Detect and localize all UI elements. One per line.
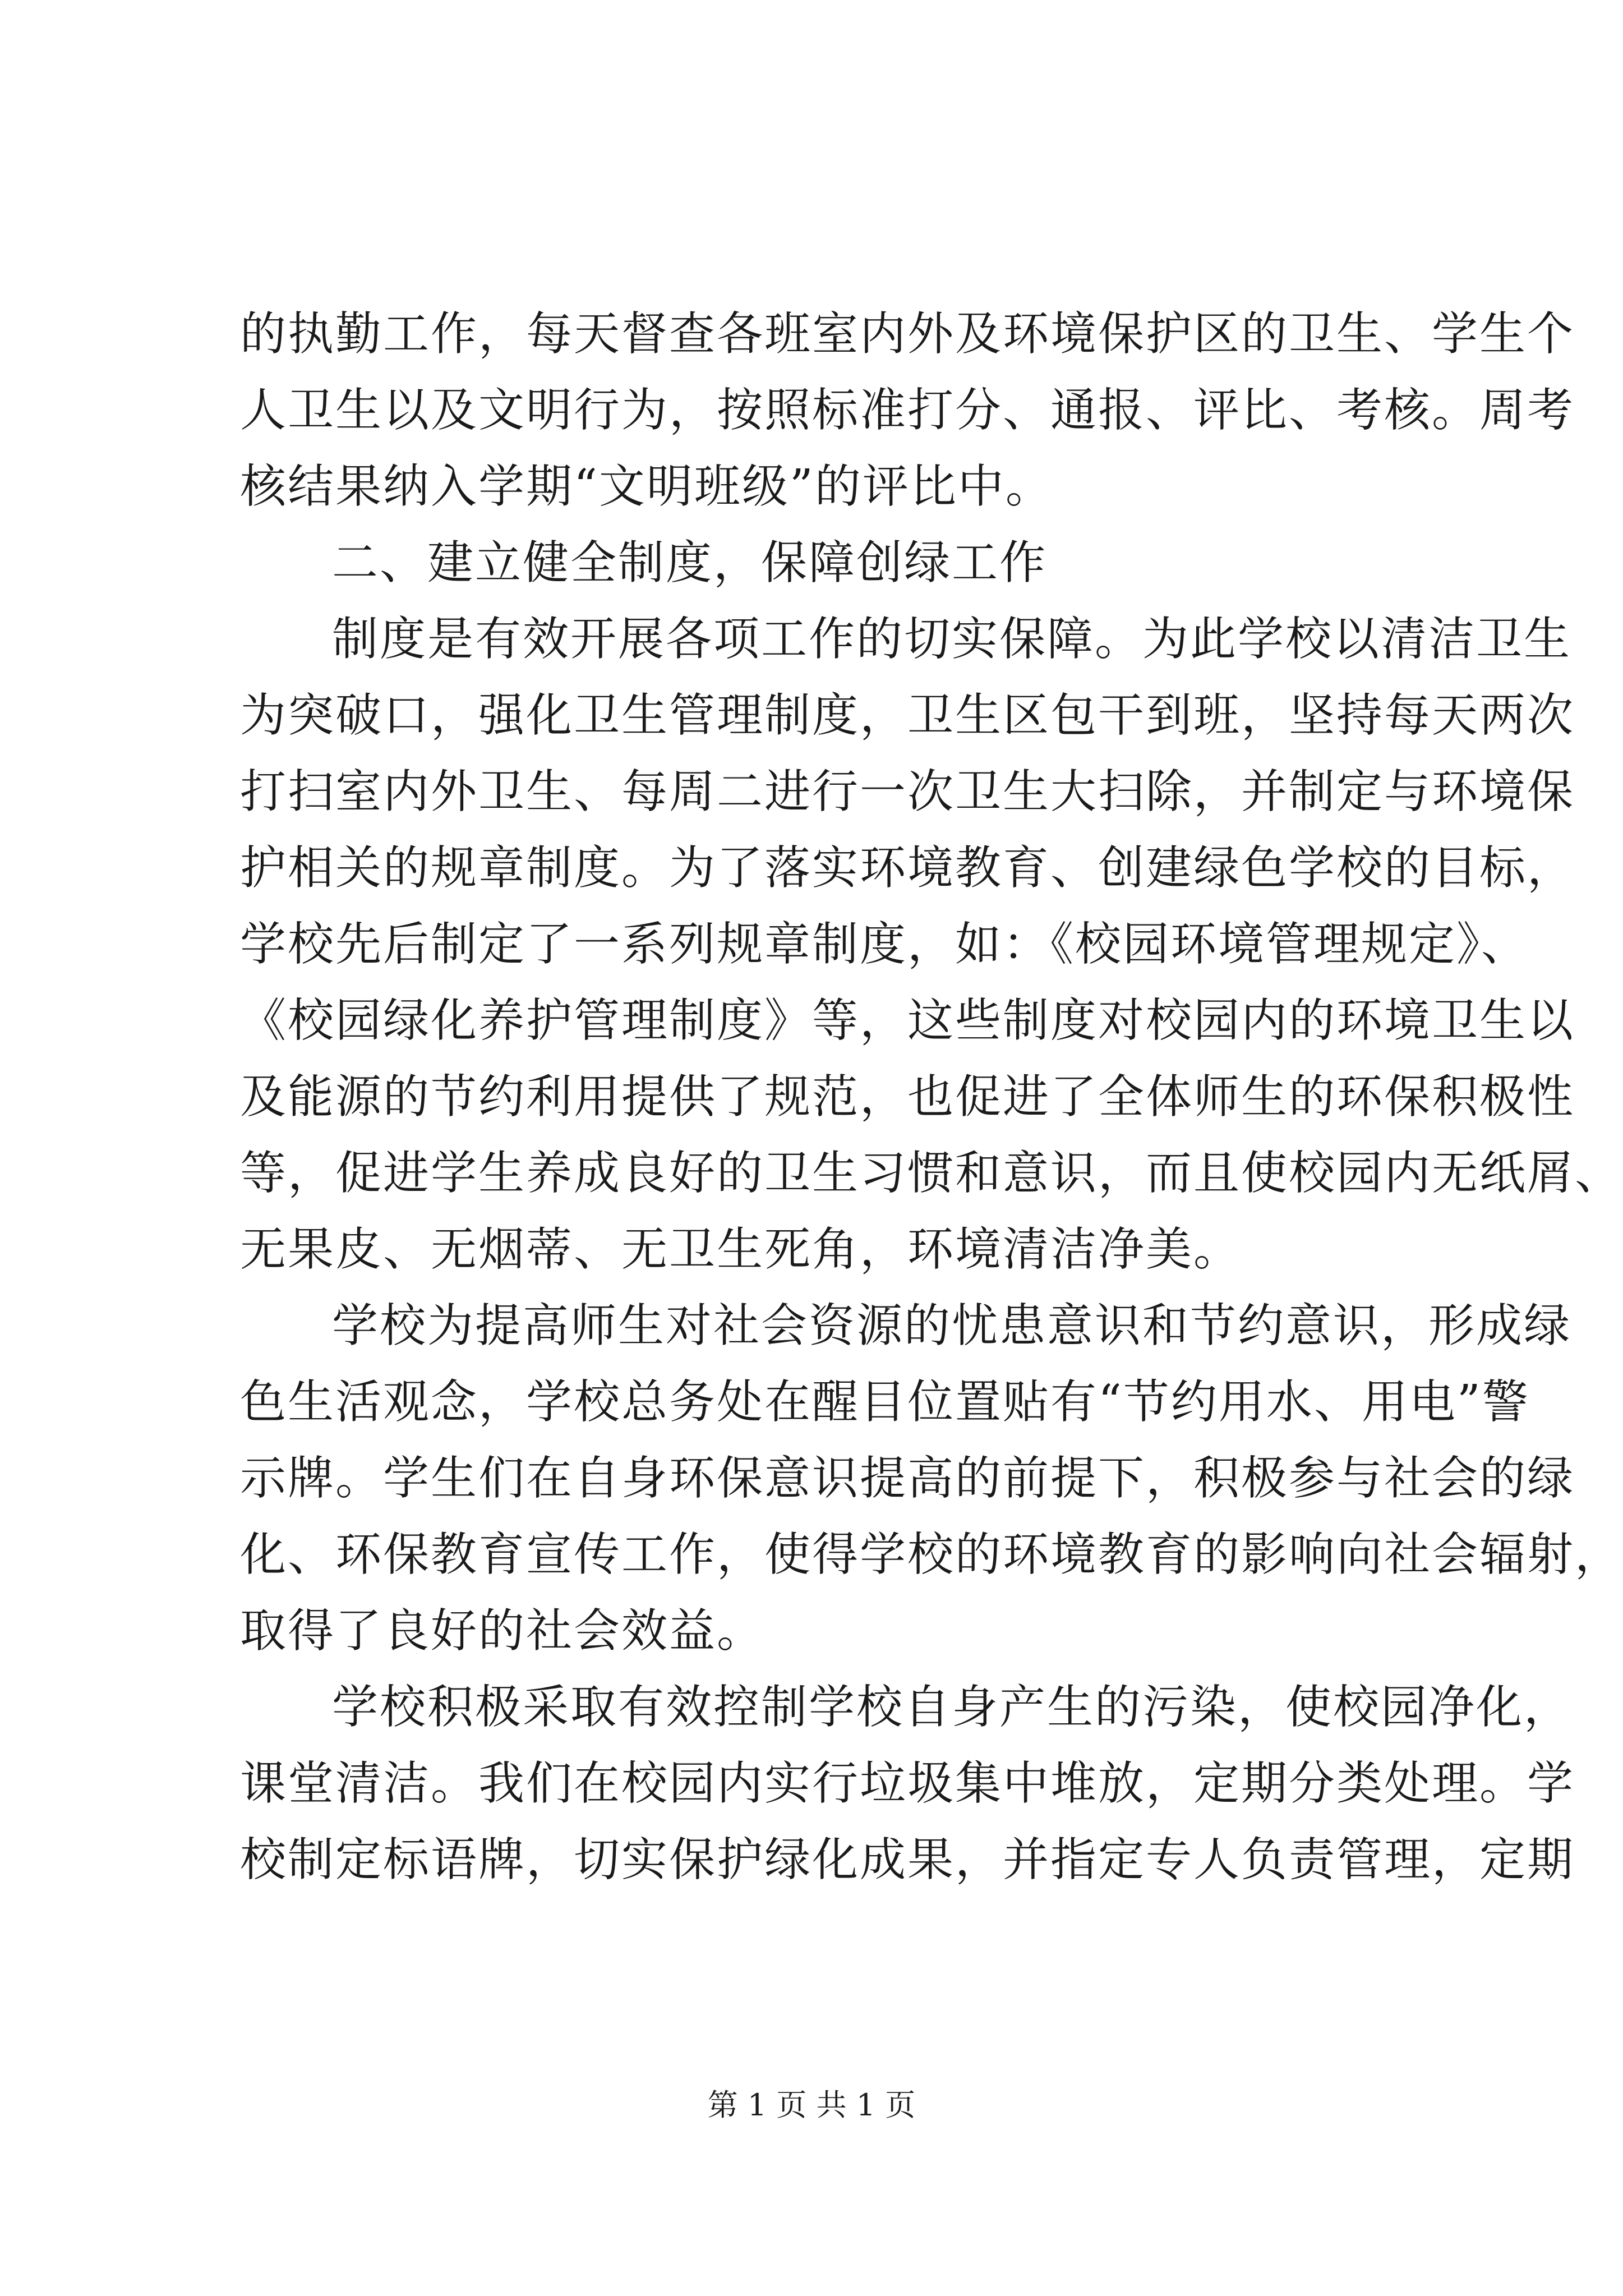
text-line: 课堂清洁。我们在校园内实行垃圾集中堆放，定期分类处理。学 xyxy=(240,1757,1575,1810)
text-line: 制度是有效开展各项工作的切实保障。为此学校以清洁卫生 xyxy=(332,613,1572,666)
text-line: 示牌。学生们在自身环保意识提高的前提下，积极参与社会的绿 xyxy=(240,1452,1575,1505)
section-heading: 二、建立健全制度，保障创绿工作 xyxy=(332,536,1048,590)
text-line: 的执勤工作，每天督查各班室内外及环境保护区的卫生、学生个 xyxy=(240,307,1575,361)
text-line: 学校积极采取有效控制学校自身产生的污染，使校园净化， xyxy=(332,1681,1572,1734)
text-line: 化、环保教育宣传工作，使得学校的环境教育的影响向社会辐射， xyxy=(240,1528,1623,1581)
text-line: 核结果纳入学期“文明班级”的评比中。 xyxy=(240,460,1053,513)
text-line: 为突破口，强化卫生管理制度，卫生区包干到班，坚持每天两次 xyxy=(240,689,1575,742)
text-line: 取得了良好的社会效益。 xyxy=(240,1604,765,1658)
page-number-footer: 第 1 页 共 1 页 xyxy=(707,2087,916,2123)
text-line: 学校为提高师生对社会资源的忧患意识和节约意识，形成绿 xyxy=(332,1299,1572,1352)
text-line: 无果皮、无烟蒂、无卫生死角，环境清洁净美。 xyxy=(240,1223,1242,1276)
document-body xyxy=(240,296,1623,1898)
text-line: 及能源的节约利用提供了规范，也促进了全体师生的环保积极性 xyxy=(240,1070,1575,1124)
text-line: 学校先后制定了一系列规章制度，如：《校园环境管理规定》、 xyxy=(240,918,1529,971)
text-line: 《校园绿化养护管理制度》等，这些制度对校园内的环境卫生以 xyxy=(240,994,1575,1047)
text-line: 护相关的规章制度。为了落实环境教育、创建绿色学校的目标， xyxy=(240,841,1575,895)
text-line: 等，促进学生养成良好的卫生习惯和意识，而且使校园内无纸屑、 xyxy=(240,1147,1623,1200)
text-line: 人卫生以及文明行为，按照标准打分、通报、评比、考核。周考 xyxy=(240,384,1575,437)
text-line: 校制定标语牌，切实保护绿化成果，并指定专人负责管理，定期 xyxy=(240,1833,1575,1887)
text-line: 色生活观念，学校总务处在醒目位置贴有“节约用水、用电”警 xyxy=(240,1375,1530,1429)
text-line: 打扫室内外卫生、每周二进行一次卫生大扫除，并制定与环境保 xyxy=(240,765,1575,818)
